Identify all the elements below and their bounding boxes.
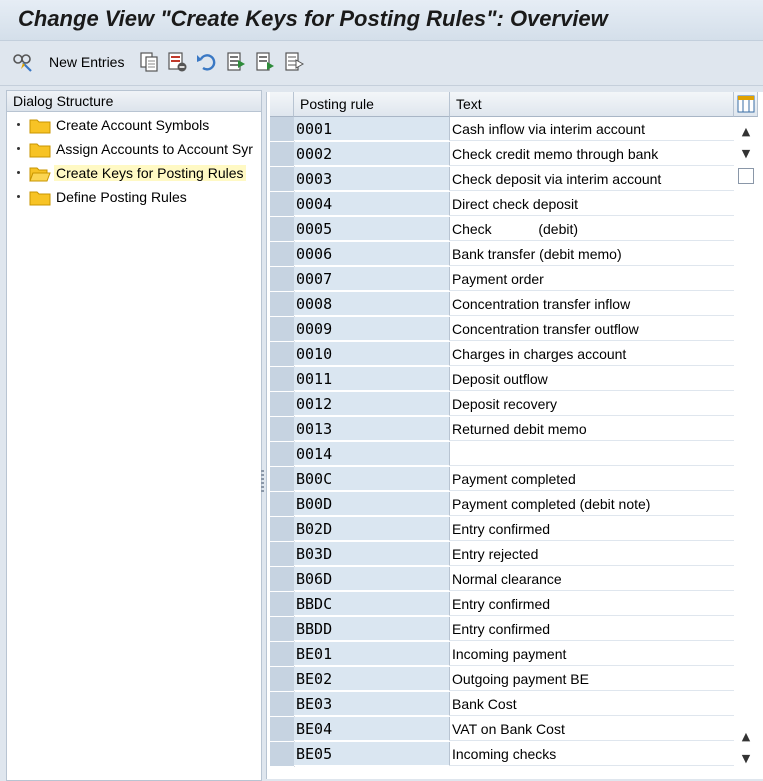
row-selector[interactable] [270,142,295,167]
bullet-icon [17,147,20,150]
pane-splitter[interactable] [261,470,264,494]
posting-rule-cell: B03D [294,542,450,566]
table-row[interactable] [267,542,734,567]
scroll-down-icon[interactable]: ▼ [741,146,751,160]
folder-icon [29,190,51,209]
text-cell[interactable]: Entry rejected [450,542,734,566]
table-row[interactable] [267,617,734,642]
text-cell[interactable]: Concentration transfer inflow [450,292,734,316]
open-folder-icon [29,166,51,185]
row-selector[interactable] [270,592,295,617]
table-row[interactable] [267,317,734,342]
bullet-icon [17,123,20,126]
table-row[interactable] [267,667,734,692]
dialog-structure-pane [6,90,262,781]
table-row[interactable] [267,692,734,717]
table-row[interactable] [267,717,734,742]
table-row[interactable] [267,267,734,292]
text-cell[interactable]: Deposit outflow [450,367,734,391]
row-selector[interactable] [270,567,295,592]
title-bar [0,0,763,41]
posting-rule-cell: BBDD [294,617,450,641]
row-selector[interactable] [270,617,295,642]
row-selector[interactable] [270,342,295,367]
display-change-icon[interactable] [12,51,34,73]
text-cell[interactable]: Returned debit memo [450,417,734,441]
posting-rule-cell: B02D [294,517,450,541]
tree-item-label: Create Keys for Posting Rules [56,165,244,181]
row-selector[interactable] [270,667,295,692]
posting-rules-table [266,92,763,779]
row-selector[interactable] [270,467,295,492]
dialog-structure-header: Dialog Structure [7,91,261,112]
column-header-text[interactable]: Text [450,92,734,117]
tree-item-assign-accounts[interactable] [7,139,261,161]
text-cell[interactable]: Bank Cost [450,692,734,716]
table-row[interactable] [267,367,734,392]
text-cell[interactable]: Payment order [450,267,734,291]
text-cell[interactable]: Charges in charges account [450,342,734,366]
row-selector[interactable] [270,742,295,767]
row-selector[interactable] [270,217,295,242]
posting-rule-cell: 0012 [294,392,450,416]
undo-icon[interactable] [195,51,217,73]
text-cell[interactable]: VAT on Bank Cost [450,717,734,741]
table-row[interactable] [267,492,734,517]
table-row[interactable] [267,642,734,667]
posting-rule-cell: BE01 [294,642,450,666]
table-row[interactable] [267,442,734,467]
scroll-up-icon[interactable]: ▲ [741,729,751,743]
bullet-icon [17,171,20,174]
text-cell[interactable]: Cash inflow via interim account [450,117,734,141]
row-selector[interactable] [270,692,295,717]
text-cell[interactable]: Concentration transfer outflow [450,317,734,341]
posting-rule-cell: B00D [294,492,450,516]
posting-rule-cell: 0007 [294,267,450,291]
text-cell[interactable]: Outgoing payment BE [450,667,734,691]
posting-rule-cell: 0005 [294,217,450,241]
posting-rule-cell: 0004 [294,192,450,216]
row-selector[interactable] [270,492,295,517]
text-cell[interactable]: Entry confirmed [450,517,734,541]
text-cell[interactable]: Incoming payment [450,642,734,666]
posting-rule-cell: 0008 [294,292,450,316]
row-selector[interactable] [270,642,295,667]
text-cell[interactable]: Incoming checks [450,742,734,766]
copy-icon[interactable] [138,51,160,73]
table-row[interactable] [267,567,734,592]
deselect-all-icon[interactable] [283,51,305,73]
tree-item-label: Assign Accounts to Account Syr [56,141,253,157]
page-title: Change View "Create Keys for Posting Rules": Overview [18,6,608,31]
table-settings-icon[interactable] [734,92,758,117]
table-row[interactable] [267,517,734,542]
table-row[interactable] [267,242,734,267]
row-selector[interactable] [270,442,295,467]
posting-rule-cell: 0014 [294,442,450,466]
row-selector[interactable] [270,117,295,142]
row-selector[interactable] [270,292,295,317]
posting-rule-cell: 0009 [294,317,450,341]
posting-rule-cell: 0003 [294,167,450,191]
bullet-icon [17,195,20,198]
table-row[interactable] [267,417,734,442]
row-selector[interactable] [270,392,295,417]
table-row[interactable] [267,292,734,317]
row-selector[interactable] [270,517,295,542]
table-row[interactable] [267,742,734,767]
table-row[interactable] [267,167,734,192]
text-cell[interactable]: Deposit recovery [450,392,734,416]
posting-rule-cell: BBDC [294,592,450,616]
row-selector[interactable] [270,542,295,567]
posting-rule-cell: 0001 [294,117,450,141]
text-cell[interactable]: Check credit memo through bank [450,142,734,166]
text-cell[interactable]: Bank transfer (debit memo) [450,242,734,266]
text-cell[interactable]: Direct check deposit [450,192,734,216]
horizontal-scrollbar[interactable] [267,771,763,779]
posting-rule-cell: 0010 [294,342,450,366]
row-selector[interactable] [270,417,295,442]
posting-rule-cell: 0006 [294,242,450,266]
column-header-posting-rule[interactable]: Posting rule [294,92,450,117]
table-row[interactable] [267,467,734,492]
posting-rule-cell: B06D [294,567,450,591]
tree-item-label: Create Account Symbols [56,117,210,133]
scroll-thumb[interactable] [738,168,754,184]
select-all-rows-header[interactable] [270,92,294,117]
posting-rule-cell: 0013 [294,417,450,441]
table-row[interactable] [267,142,734,167]
toolbar [0,41,763,86]
tree-item-create-account-symbols[interactable] [7,115,261,137]
tree-item-create-keys-posting-rules[interactable] [7,163,261,185]
row-selector[interactable] [270,717,295,742]
folder-icon [29,142,51,161]
text-cell[interactable]: Check deposit via interim account [450,167,734,191]
table-row[interactable] [267,192,734,217]
row-selector[interactable] [270,367,295,392]
posting-rule-cell: 0002 [294,142,450,166]
row-selector[interactable] [270,267,295,292]
text-cell[interactable]: Payment completed (debit note) [450,492,734,516]
row-selector[interactable] [270,192,295,217]
posting-rule-cell: BE04 [294,717,450,741]
text-cell[interactable]: Payment completed [450,467,734,491]
text-cell[interactable]: Normal clearance [450,567,734,591]
table-row[interactable] [267,117,734,142]
posting-rule-cell: B00C [294,467,450,491]
row-selector[interactable] [270,242,295,267]
text-cell[interactable] [450,442,734,466]
table-row[interactable] [267,392,734,417]
new-entries-button[interactable]: New Entries [49,54,125,70]
tree-item-label: Define Posting Rules [56,189,187,205]
text-cell[interactable]: Check (debit) [450,217,734,241]
posting-rule-cell: BE05 [294,742,450,766]
scroll-down-icon[interactable]: ▼ [741,751,751,765]
posting-rule-cell: BE02 [294,667,450,691]
table-row[interactable] [267,217,734,242]
delete-icon[interactable] [166,51,188,73]
vertical-scrollbar[interactable] [734,117,758,779]
table-row[interactable] [267,592,734,617]
text-cell[interactable]: Entry confirmed [450,617,734,641]
row-selector[interactable] [270,167,295,192]
scroll-up-icon[interactable]: ▲ [741,124,751,138]
posting-rule-cell: 0011 [294,367,450,391]
table-row[interactable] [267,342,734,367]
folder-icon [29,118,51,137]
text-cell[interactable]: Entry confirmed [450,592,734,616]
posting-rule-cell: BE03 [294,692,450,716]
select-all-icon[interactable] [225,51,247,73]
select-block-icon[interactable] [254,51,276,73]
row-selector[interactable] [270,317,295,342]
tree-item-define-posting-rules[interactable] [7,187,261,209]
